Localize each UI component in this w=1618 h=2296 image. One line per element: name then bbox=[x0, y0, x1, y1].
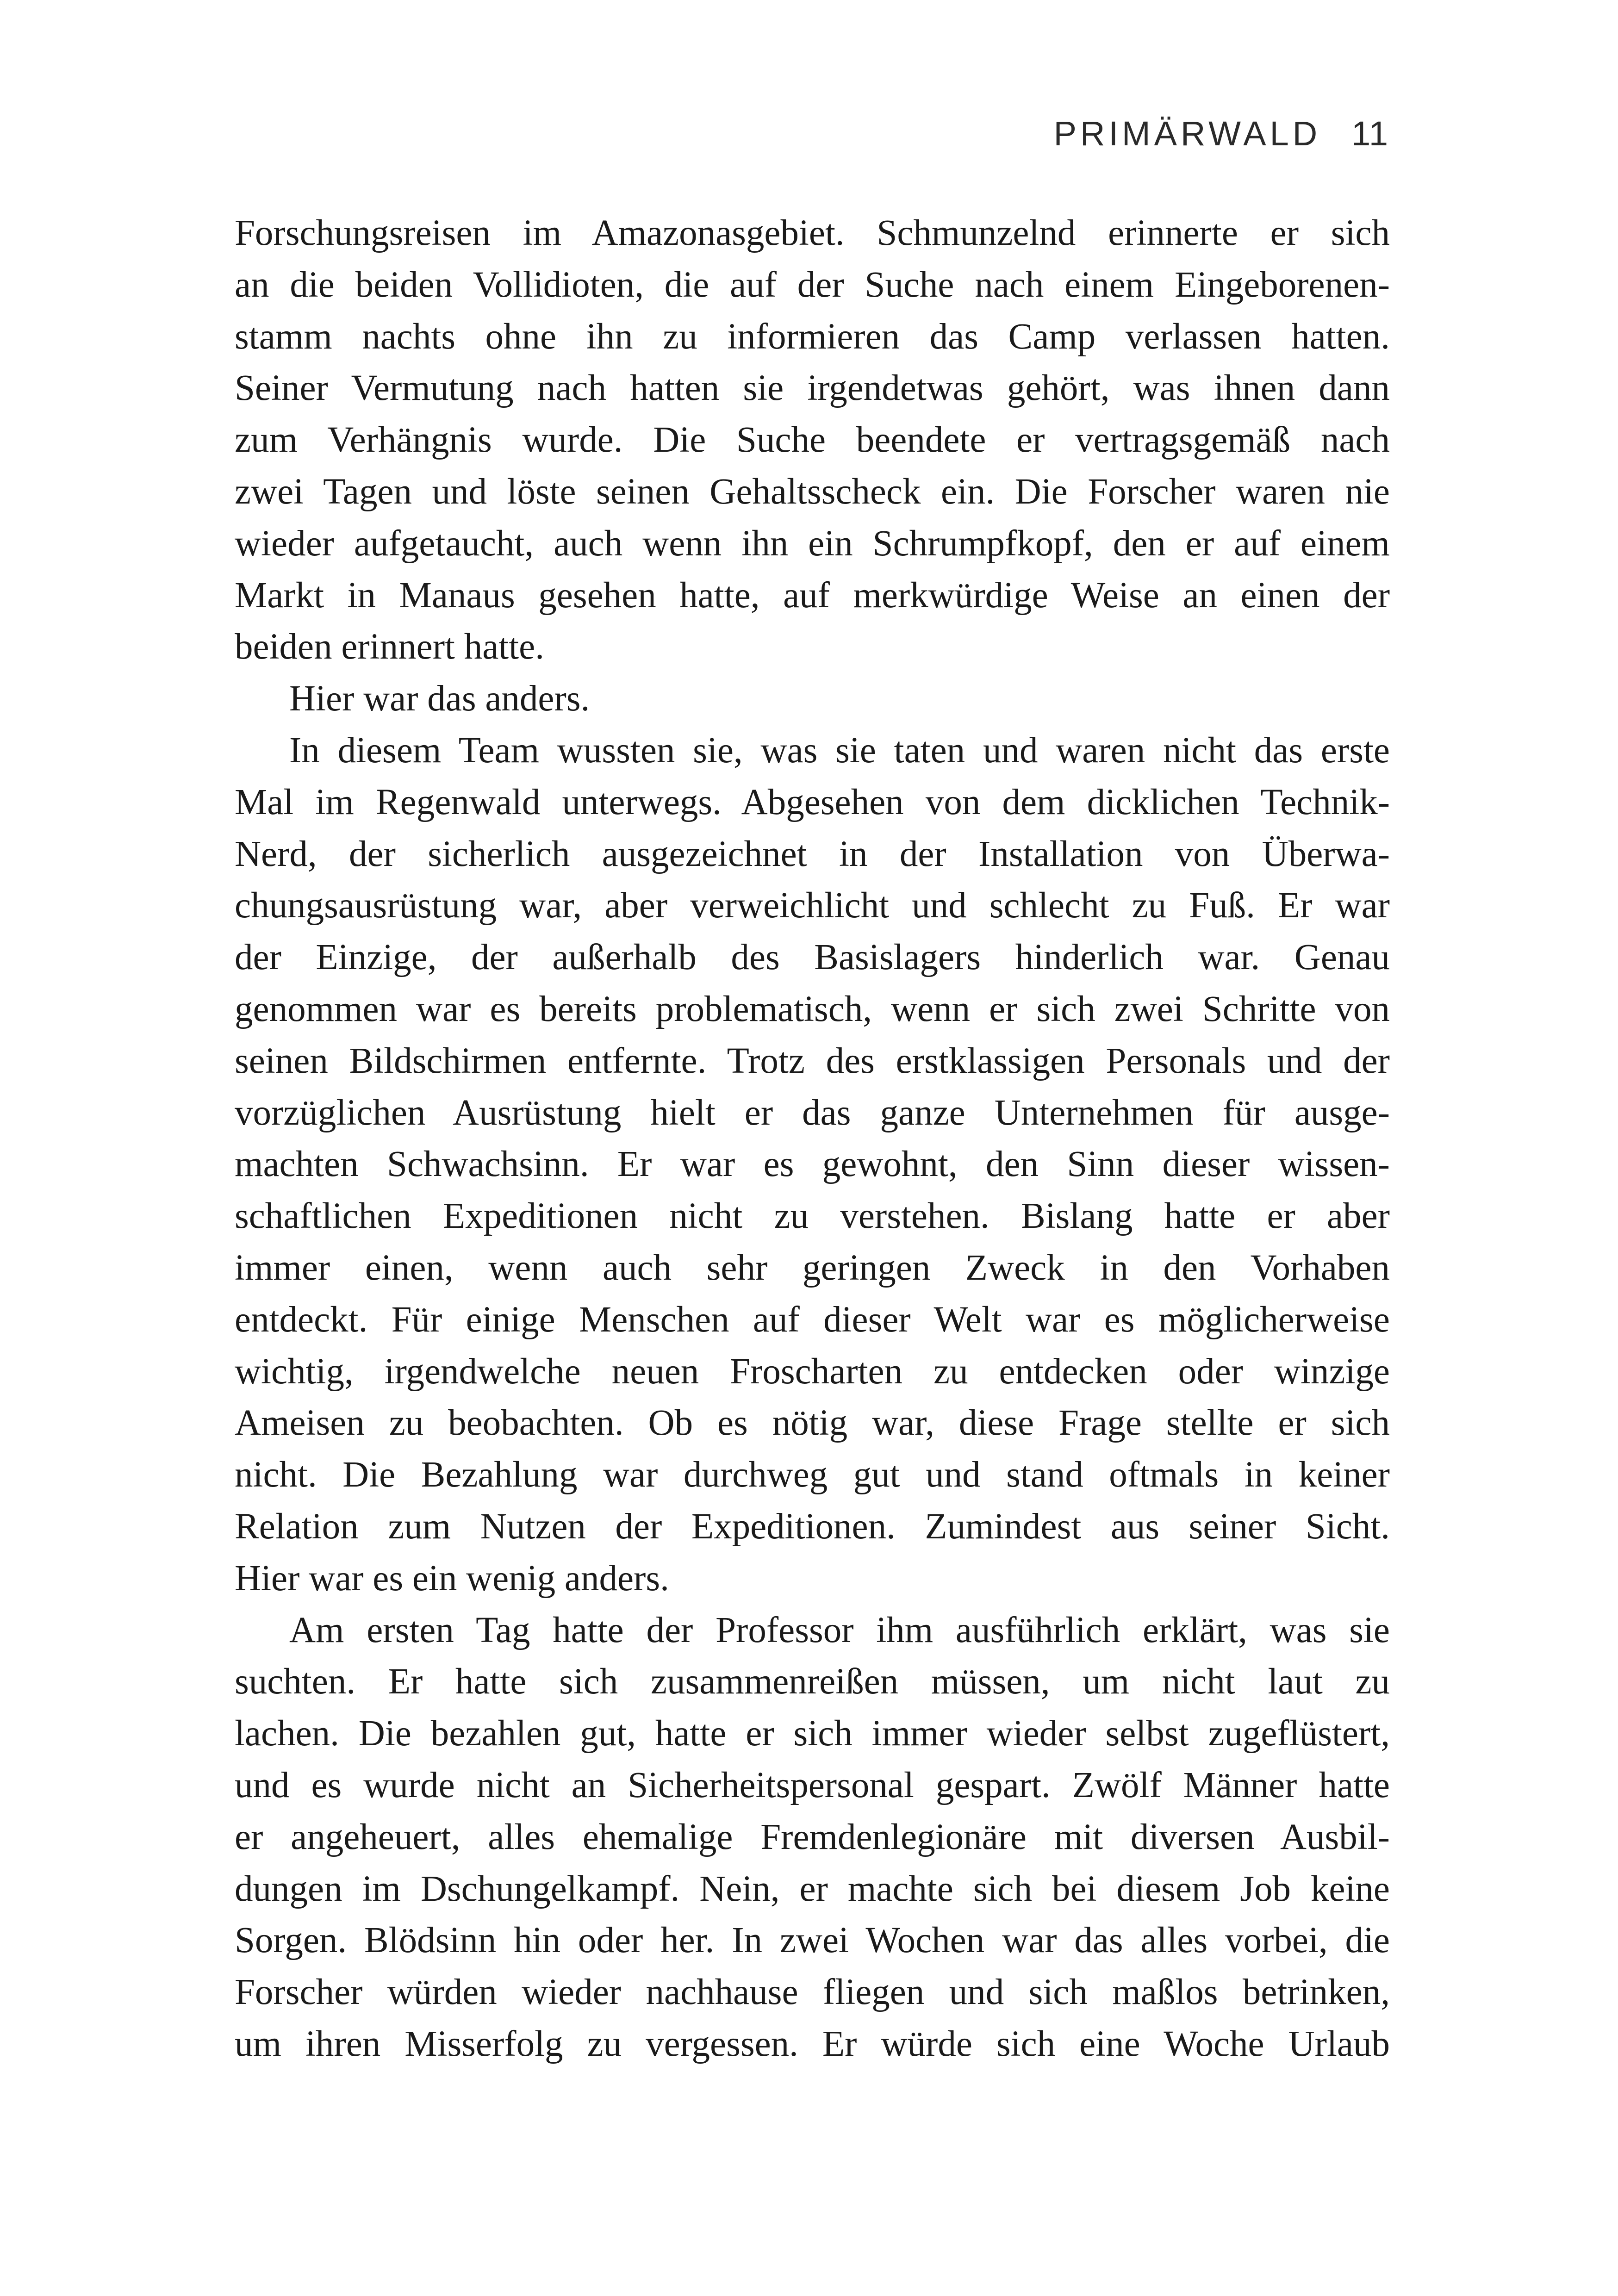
text-line: Hier war es ein wenig anders. bbox=[235, 1558, 669, 1599]
page-number: 11 bbox=[1351, 114, 1389, 153]
text-line: Forschungsreisen im Amazonasgebiet. Schmunzelnd erinnerte er sich bbox=[235, 213, 1390, 253]
text-line: dungen im Dschungelkampf. Nein, er machte sich bei diesem Job keine bbox=[235, 1868, 1390, 1909]
text-line: Forscher würden wieder nachhause fliegen und sich maßlos betrinken, bbox=[235, 1972, 1390, 2013]
text-line: wieder aufgetaucht, auch wenn ihn ein Schrumpfkopf, den er auf einem bbox=[235, 523, 1390, 564]
text-line: wichtig, irgendwelche neuen Froscharten zu entdecken oder winzige bbox=[235, 1351, 1390, 1392]
text-line: genommen war es bereits problematisch, wenn er sich zwei Schritte von bbox=[235, 989, 1390, 1029]
text-line: nicht. Die Bezahlung war durchweg gut und stand oftmals in keiner bbox=[235, 1455, 1390, 1495]
text-line: beiden erinnert hatte. bbox=[235, 627, 544, 667]
text-line: machten Schwachsinn. Er war es gewohnt, den Sinn dieser wissen- bbox=[235, 1144, 1390, 1185]
text-line: Markt in Manaus gesehen hatte, auf merkwürdige Weise an einen der bbox=[235, 575, 1390, 616]
text-line: immer einen, wenn auch sehr geringen Zweck in den Vorhaben bbox=[235, 1247, 1390, 1288]
text-line: entdeckt. Für einige Menschen auf dieser Welt war es möglicherweise bbox=[235, 1299, 1390, 1340]
text-line: schaftlichen Expeditionen nicht zu verstehen. Bislang hatte er aber bbox=[235, 1196, 1390, 1237]
running-header bbox=[1054, 114, 1389, 153]
text-line: und es wurde nicht an Sicherheitspersonal gespart. Zwölf Männer hatte bbox=[235, 1765, 1390, 1805]
text-line: chungsausrüstung war, aber verweichlicht und schlecht zu Fuß. Er war bbox=[235, 885, 1390, 926]
chapter-title: PRIMÄRWALD bbox=[1053, 114, 1321, 153]
text-line: Seiner Vermutung nach hatten sie irgendetwas gehört, was ihnen dann bbox=[235, 368, 1390, 409]
text-line: Hier war das anders. bbox=[289, 678, 590, 719]
text-line: er angeheuert, alles ehemalige Fremdenlegionäre mit diversen Ausbil- bbox=[235, 1817, 1390, 1857]
text-line: an die beiden Vollidioten, die auf der Suche nach einem Eingeborenen- bbox=[235, 264, 1390, 305]
text-line: seinen Bildschirmen entfernte. Trotz des erstklassigen Personals und der bbox=[235, 1040, 1390, 1081]
text-line: um ihren Misserfolg zu vergessen. Er würde sich eine Woche Urlaub bbox=[235, 2023, 1390, 2064]
text-line: suchten. Er hatte sich zusammenreißen müssen, um nicht laut zu bbox=[235, 1661, 1390, 1702]
text-line: Nerd, der sicherlich ausgezeichnet in der Installation von Überwa- bbox=[235, 834, 1390, 874]
text-line: zwei Tagen und löste seinen Gehaltsscheck ein. Die Forscher waren nie bbox=[235, 471, 1390, 512]
text-line: stamm nachts ohne ihn zu informieren das Camp verlassen hatten. bbox=[235, 316, 1390, 357]
text-line: der Einzige, der außerhalb des Basislagers hinderlich war. Genau bbox=[235, 937, 1390, 978]
text-line: zum Verhängnis wurde. Die Suche beendete er vertragsgemäß nach bbox=[235, 420, 1390, 460]
text-line: Sorgen. Blödsinn hin oder her. In zwei Wochen war das alles vorbei, die bbox=[235, 1920, 1390, 1961]
text-line: lachen. Die bezahlen gut, hatte er sich immer wieder selbst zugeflüstert, bbox=[235, 1713, 1390, 1754]
body-text bbox=[235, 207, 1390, 2070]
text-line: Am ersten Tag hatte der Professor ihm ausführlich erklärt, was sie bbox=[289, 1610, 1390, 1650]
text-line: In diesem Team wussten sie, was sie taten und waren nicht das erste bbox=[289, 730, 1390, 771]
text-line: vorzüglichen Ausrüstung hielt er das ganze Unternehmen für ausge- bbox=[235, 1092, 1390, 1133]
text-line: Mal im Regenwald unterwegs. Abgesehen von dem dicklichen Technik- bbox=[235, 782, 1390, 822]
text-line: Ameisen zu beobachten. Ob es nötig war, diese Frage stellte er sich bbox=[235, 1403, 1390, 1444]
text-line: Relation zum Nutzen der Expeditionen. Zumindest aus seiner Sicht. bbox=[235, 1506, 1390, 1547]
